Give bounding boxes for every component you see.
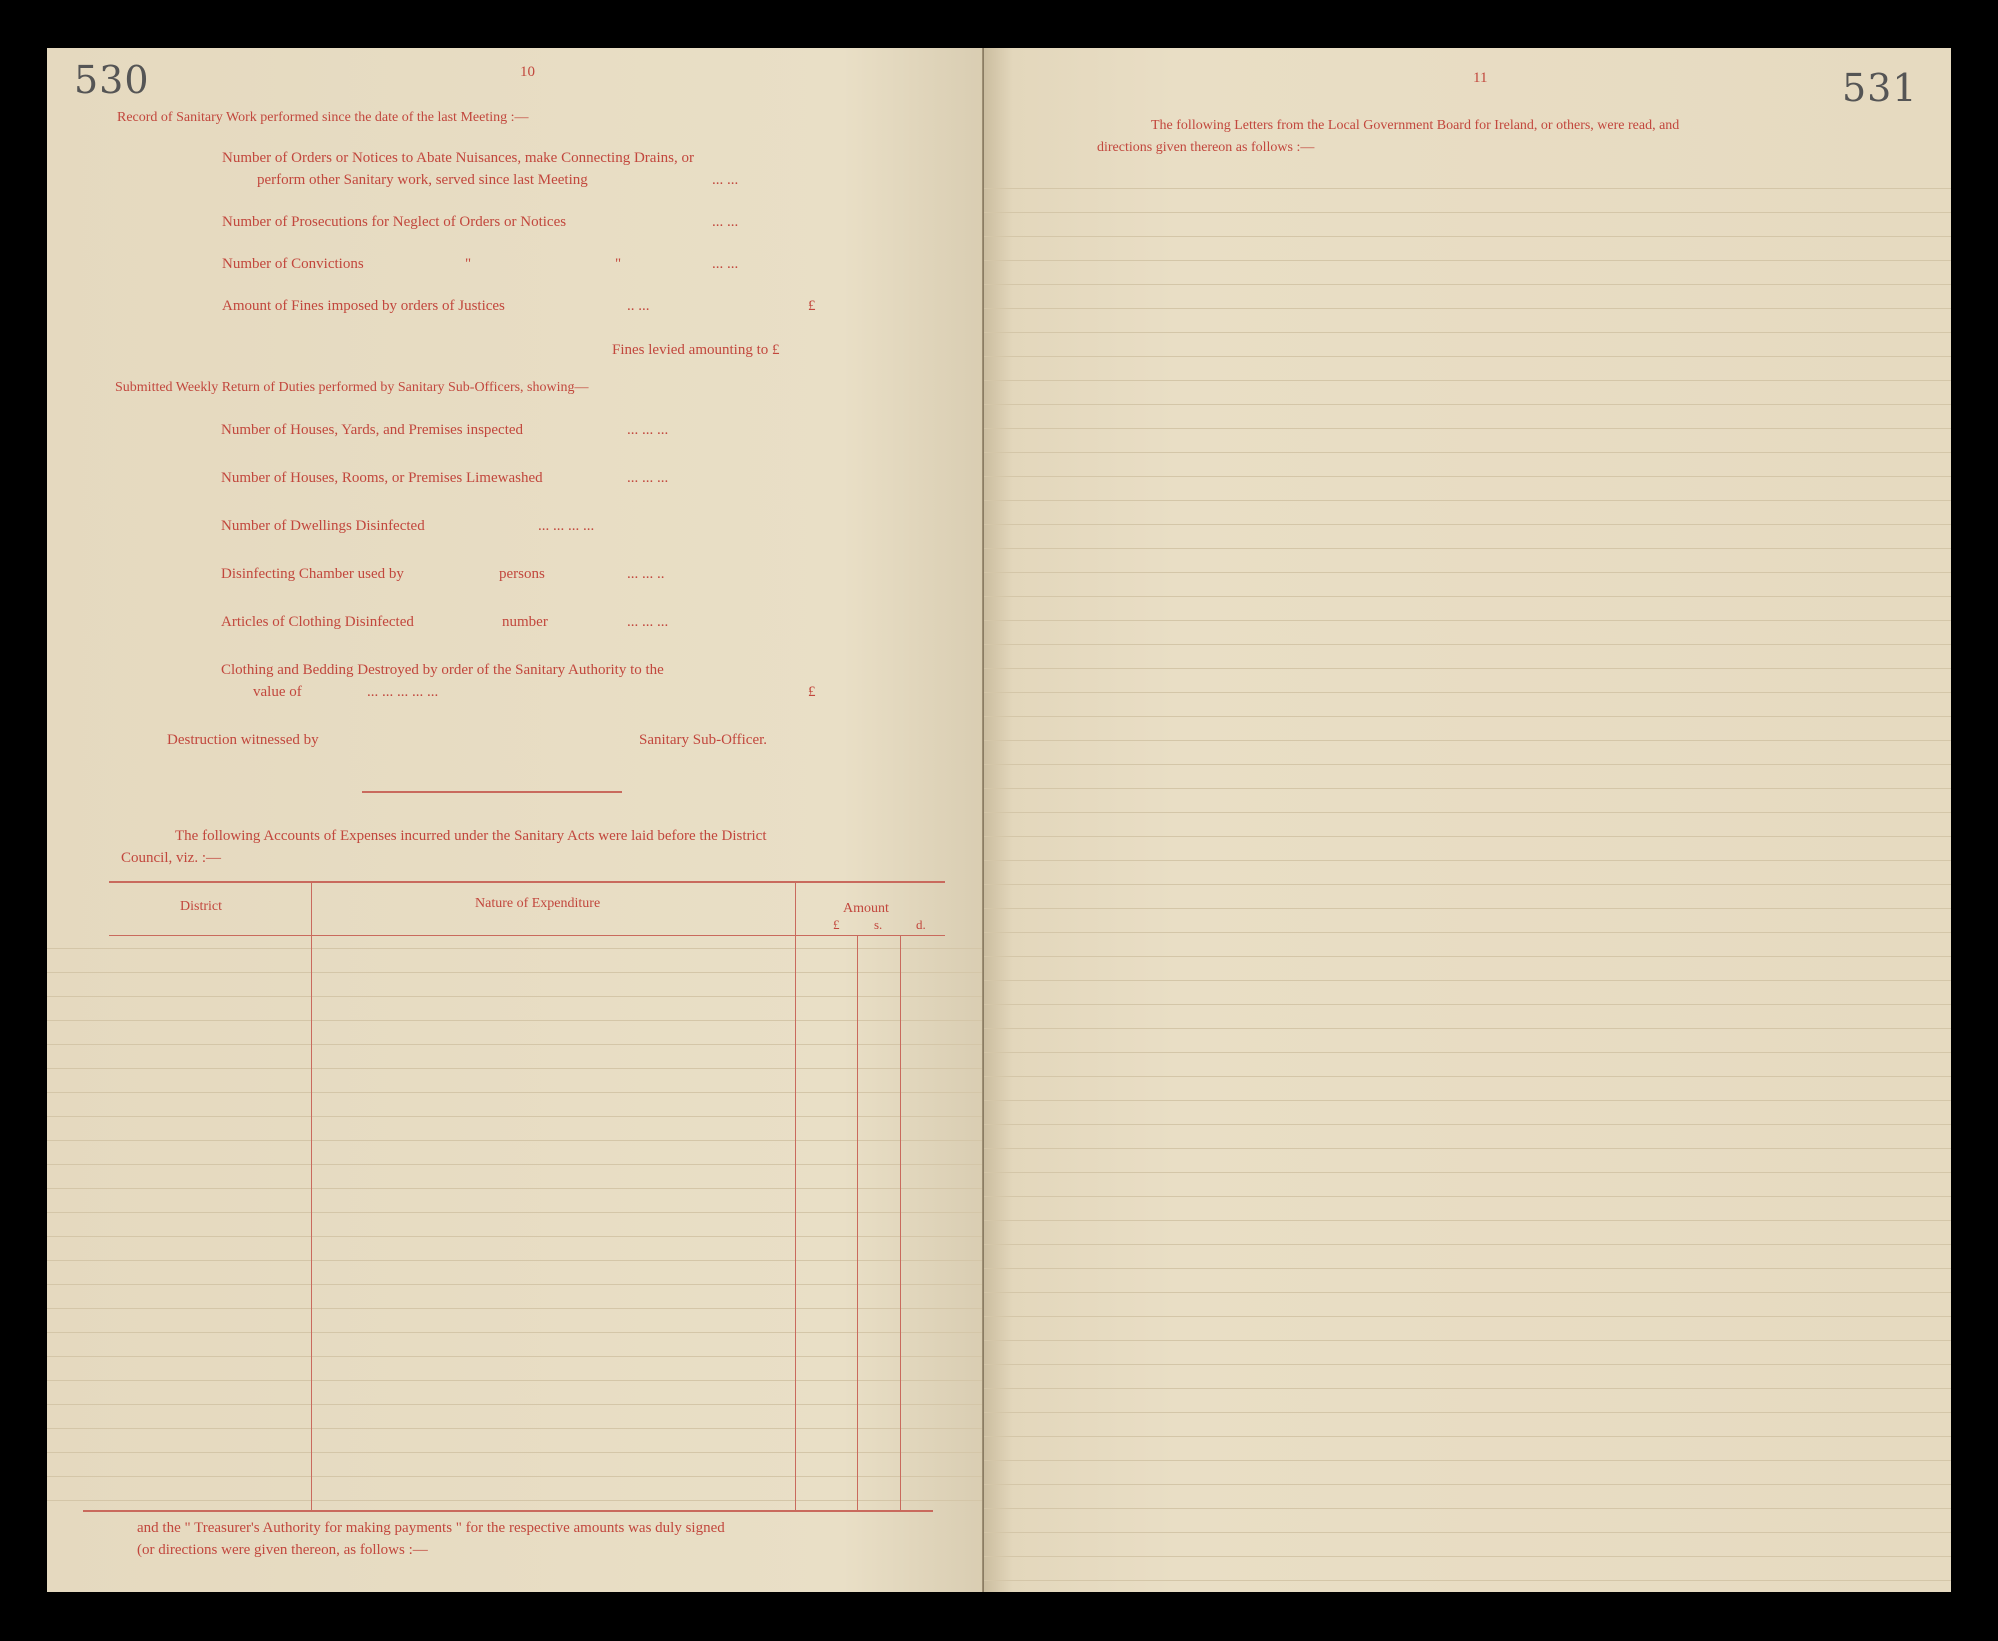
ruled-line	[984, 1364, 1951, 1365]
left-page	[47, 48, 984, 1592]
houses-inspected-dots: ... ... ...	[627, 422, 669, 438]
limewashed-dots: ... ... ...	[627, 470, 669, 486]
ruled-line	[47, 1044, 984, 1045]
letters-text-line2: directions given thereon as follows :—	[1097, 140, 1315, 155]
ruled-line	[984, 692, 1951, 693]
ruled-line	[47, 1068, 984, 1069]
ruled-line	[984, 980, 1951, 981]
ruled-line	[47, 1308, 984, 1309]
ruled-line	[984, 932, 1951, 933]
ditto-mark: "	[465, 256, 472, 272]
clothing-dots: ... ... ...	[627, 614, 669, 630]
weekly-return-heading: Submitted Weekly Return of Duties performed by Sanitary Sub-Officers, showing—	[115, 380, 589, 395]
ruled-line	[984, 1244, 1951, 1245]
page-number: 10	[520, 64, 535, 80]
accounts-text-line1: The following Accounts of Expenses incurred under the Sanitary Acts were laid before the District	[175, 828, 767, 844]
folio-number: 531	[1842, 66, 1918, 110]
ruled-line	[47, 1188, 984, 1189]
ruled-line	[984, 644, 1951, 645]
letters-text-line1: The following Letters from the Local Government Board for Ireland, or others, were read, and	[1151, 118, 1680, 133]
ruled-line	[984, 860, 1951, 861]
ruled-line	[984, 572, 1951, 573]
ruled-line	[984, 1124, 1951, 1125]
limewashed-text: Number of Houses, Rooms, or Premises Limewashed	[221, 470, 543, 486]
ruled-line	[984, 716, 1951, 717]
convictions-dots: ... ...	[712, 256, 739, 272]
ruled-line	[47, 1140, 984, 1141]
chamber-text: Disinfecting Chamber used by	[221, 566, 404, 582]
ruled-line	[984, 740, 1951, 741]
right-page	[984, 48, 1951, 1592]
ruled-line	[984, 452, 1951, 453]
ruled-line	[984, 308, 1951, 309]
pound-sign: £	[808, 684, 816, 700]
ruled-line	[984, 1508, 1951, 1509]
ruled-line	[47, 1332, 984, 1333]
page-number: 11	[1473, 70, 1488, 86]
destroyed-text-line2: value of	[253, 684, 302, 700]
ruled-line	[984, 524, 1951, 525]
ruled-line	[984, 764, 1951, 765]
sanitary-sub-officer-text: Sanitary Sub-Officer.	[639, 732, 768, 748]
ruled-line	[984, 1220, 1951, 1221]
ruled-line	[984, 476, 1951, 477]
ruled-line	[984, 212, 1951, 213]
footer-text-line2: (or directions were given thereon, as follows :—	[137, 1542, 428, 1558]
ruled-line	[984, 1100, 1951, 1101]
ditto-mark: "	[615, 256, 622, 272]
ruled-line	[984, 1172, 1951, 1173]
ruled-line	[47, 1428, 984, 1429]
ruled-line	[984, 788, 1951, 789]
destroyed-dots: ... ... ... ... ...	[367, 684, 439, 700]
ruled-line	[984, 548, 1951, 549]
ruled-line	[984, 956, 1951, 957]
prosecutions-dots: ... ...	[712, 214, 739, 230]
houses-inspected-text: Number of Houses, Yards, and Premises inspected	[221, 422, 524, 438]
ruled-line	[984, 188, 1951, 189]
ruled-line	[984, 260, 1951, 261]
fines-imposed-dots: .. ...	[627, 298, 650, 314]
orders-text-line2: perform other Sanitary work, served since last Meeting	[257, 172, 588, 188]
ruled-line	[984, 1388, 1951, 1389]
ruled-line	[984, 1436, 1951, 1437]
ruled-line	[984, 1052, 1951, 1053]
ruled-line	[47, 996, 984, 997]
ruled-line	[47, 1284, 984, 1285]
ruled-line	[984, 356, 1951, 357]
ruled-line	[47, 1092, 984, 1093]
ruled-line	[984, 1484, 1951, 1485]
destruction-witnessed-text: Destruction witnessed by	[167, 732, 319, 748]
ruled-line	[984, 404, 1951, 405]
ruled-line	[984, 908, 1951, 909]
ruled-line	[47, 1452, 984, 1453]
dwellings-text: Number of Dwellings Disinfected	[221, 518, 425, 534]
ruled-line	[984, 812, 1951, 813]
ruled-line	[984, 1556, 1951, 1557]
pound-sign: £	[808, 298, 816, 314]
orders-dots: ... ...	[712, 172, 739, 188]
ruled-line	[47, 948, 984, 949]
convictions-text: Number of Convictions	[222, 256, 364, 272]
ruled-line	[47, 1500, 984, 1501]
accounts-text-line2: Council, viz. :—	[121, 850, 221, 866]
chamber-dots: ... ... ..	[627, 566, 665, 582]
ruled-line	[984, 1460, 1951, 1461]
column-header-pence: d.	[916, 917, 926, 932]
column-header-pounds: £	[833, 917, 840, 932]
ruled-line	[984, 1412, 1951, 1413]
ruled-line	[47, 1116, 984, 1117]
ruled-line	[984, 1532, 1951, 1533]
ruled-line	[984, 1580, 1951, 1581]
ruled-line	[47, 1380, 984, 1381]
ruled-line	[984, 1076, 1951, 1077]
dwellings-dots: ... ... ... ...	[538, 518, 595, 534]
column-header-shillings: s.	[874, 917, 883, 932]
ruled-line	[984, 332, 1951, 333]
ruled-line	[984, 1268, 1951, 1269]
folio-number: 530	[74, 58, 150, 102]
ruled-line	[984, 1196, 1951, 1197]
column-header-district: District	[180, 899, 222, 914]
ruled-line	[47, 1356, 984, 1357]
ruled-line	[984, 620, 1951, 621]
prosecutions-text: Number of Prosecutions for Neglect of Orders or Notices	[222, 214, 567, 230]
section-divider	[362, 791, 622, 793]
ruled-line	[984, 596, 1951, 597]
ruled-line	[47, 1212, 984, 1213]
fines-levied-text: Fines levied amounting to £	[612, 342, 780, 358]
ruled-line	[984, 1316, 1951, 1317]
footer-text-line1: and the " Treasurer's Authority for making payments " for the respective amounts was duly signed	[137, 1520, 725, 1536]
ruled-line	[984, 884, 1951, 885]
ruled-line	[47, 1020, 984, 1021]
destroyed-text-line1: Clothing and Bedding Destroyed by order of the Sanitary Authority to the	[221, 662, 664, 678]
ruled-line	[984, 1340, 1951, 1341]
chamber-persons: persons	[499, 566, 545, 582]
orders-text-line1: Number of Orders or Notices to Abate Nuisances, make Connecting Drains, or	[222, 150, 694, 166]
ruled-line	[47, 1476, 984, 1477]
ruled-line	[984, 836, 1951, 837]
ruled-line	[984, 500, 1951, 501]
column-header-amount: Amount	[843, 901, 889, 916]
ruled-line	[47, 1404, 984, 1405]
clothing-number: number	[502, 614, 548, 630]
record-heading: Record of Sanitary Work performed since the date of the last Meeting :—	[117, 110, 529, 125]
ruled-line	[47, 1164, 984, 1165]
ruled-line	[984, 284, 1951, 285]
ruled-line	[984, 1292, 1951, 1293]
column-header-nature: Nature of Expenditure	[475, 896, 601, 911]
clothing-text: Articles of Clothing Disinfected	[221, 614, 414, 630]
ruled-line	[47, 972, 984, 973]
ruled-line	[984, 1028, 1951, 1029]
ruled-line	[984, 236, 1951, 237]
ruled-line	[984, 380, 1951, 381]
ruled-line	[984, 1004, 1951, 1005]
ruled-line	[47, 1260, 984, 1261]
ruled-line	[984, 668, 1951, 669]
ruled-line	[47, 1236, 984, 1237]
fines-imposed-text: Amount of Fines imposed by orders of Justices	[222, 298, 505, 314]
ruled-line	[984, 1148, 1951, 1149]
ruled-line	[984, 428, 1951, 429]
